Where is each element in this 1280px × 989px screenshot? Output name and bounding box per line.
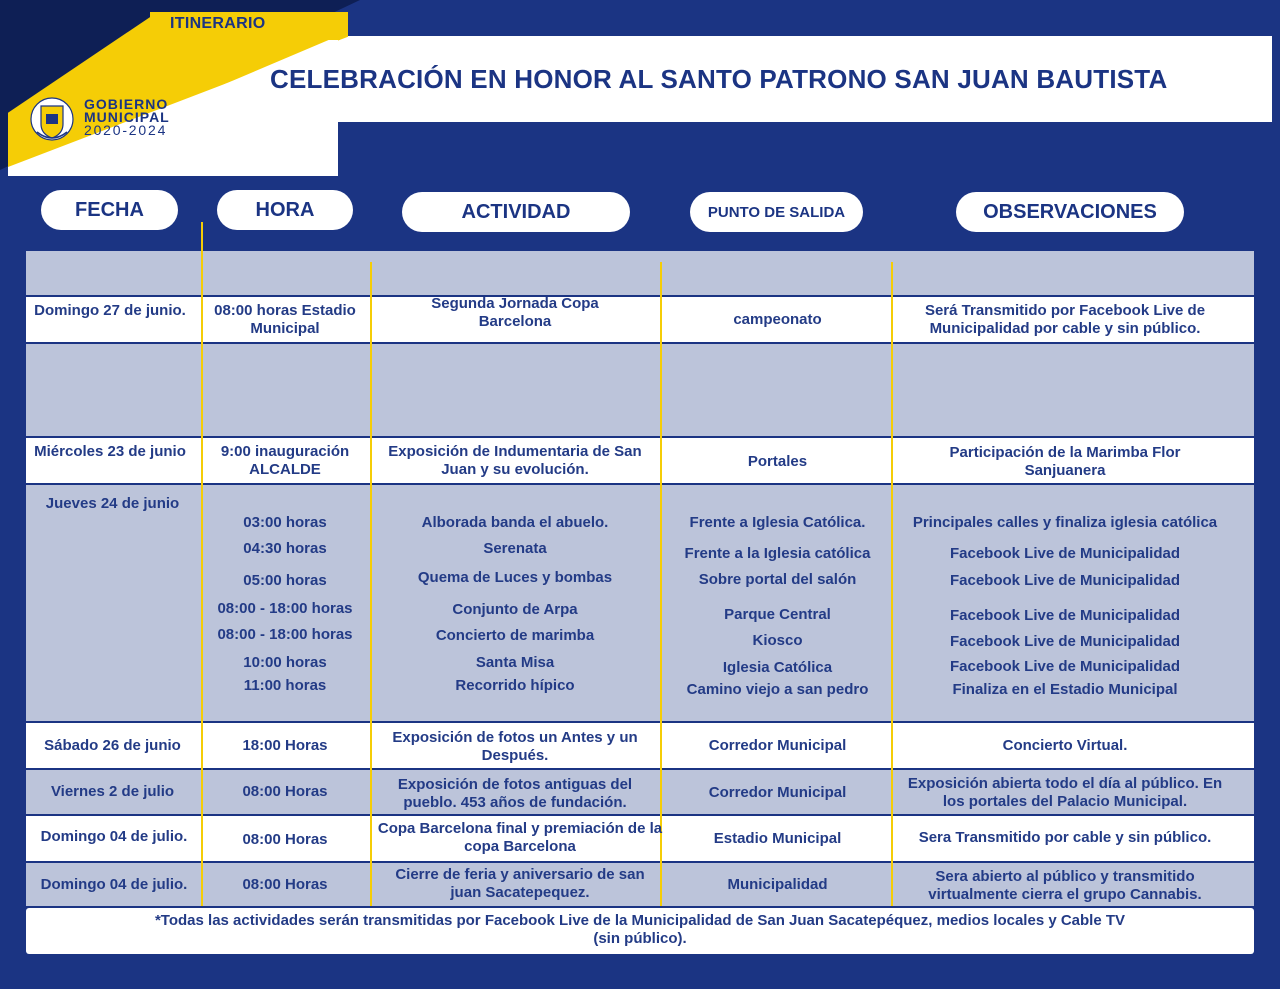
cell-observaciones: Exposición abierta todo el día al público. En los portales del Palacio Municipal.	[907, 775, 1223, 810]
cell-punto: Sobre portal del salón	[698, 571, 857, 588]
cell-fecha: Domingo 27 de junio.	[34, 302, 186, 319]
municipal-seal-icon	[30, 92, 74, 146]
cell-actividad: Conjunto de Arpa	[452, 601, 578, 618]
cell-observaciones: Concierto Virtual.	[1002, 737, 1128, 754]
cell-hora: 18:00 Horas	[242, 737, 328, 754]
cell-punto: Portales	[747, 453, 808, 470]
cell-actividad: Exposición de fotos un Antes y un Después.	[392, 729, 638, 764]
cell-punto: Parque Central	[724, 606, 831, 623]
cell-hora: 08:00 horas Estadio Municipal	[214, 302, 356, 337]
cell-hora: 04:30 horas	[243, 540, 327, 557]
gov-line2: MUNICIPAL	[84, 109, 170, 125]
cell-fecha: Jueves 24 de junio	[45, 495, 180, 512]
gov-line1: GOBIERNO	[84, 96, 169, 112]
cell-hora: 08:00 Horas	[242, 876, 328, 893]
cell-actividad: Segunda Jornada Copa Barcelona	[431, 295, 599, 330]
cell-observaciones: Facebook Live de Municipalidad	[949, 633, 1181, 650]
cell-hora: 08:00 Horas	[242, 783, 328, 800]
column-divider	[660, 262, 662, 906]
cell-actividad: Exposición de Indumentaria de San Juan y su evolución.	[388, 443, 642, 478]
column-divider	[370, 262, 372, 906]
itinerary-label: ITINERARIO	[170, 15, 266, 32]
cell-observaciones: Principales calles y finaliza iglesia católica	[912, 514, 1218, 531]
cell-observaciones: Participación de la Marimba Flor Sanjuanera	[949, 444, 1181, 479]
municipal-logo	[30, 92, 190, 152]
cell-punto: Frente a Iglesia Católica.	[689, 514, 866, 531]
government-label	[84, 98, 170, 137]
cell-actividad: Alborada banda el abuelo.	[421, 514, 609, 531]
cell-observaciones: Sera Transmitido por cable y sin público.	[918, 829, 1212, 846]
footer-note: *Todas las actividades serán transmitidas por Facebook Live de la Municipalidad de San Juan Sacatepéquez, medios locales y Cable TV (sin público).	[154, 912, 1126, 947]
cell-hora: 10:00 horas	[243, 654, 327, 671]
cell-fecha: Domingo 04 de julio.	[40, 828, 188, 845]
cell-fecha: Viernes 2 de julio	[50, 783, 175, 800]
cell-fecha: Miércoles 23 de junio	[34, 443, 186, 460]
cell-actividad: Concierto de marimba	[435, 627, 595, 644]
cell-observaciones: Facebook Live de Municipalidad	[949, 607, 1181, 624]
cell-punto: Corredor Municipal	[708, 737, 847, 754]
cell-actividad: Cierre de feria y aniversario de san juan Sacatepequez.	[395, 866, 645, 901]
cell-hora: 03:00 horas	[243, 514, 327, 531]
cell-observaciones: Finaliza en el Estadio Municipal	[952, 681, 1178, 698]
col-header-actividad: ACTIVIDAD	[402, 192, 630, 232]
cell-fecha: Domingo 04 de julio.	[40, 876, 188, 893]
cell-actividad: Recorrido hípico	[455, 677, 575, 694]
table-row-spacer	[26, 344, 1254, 436]
col-header-hora: HORA	[217, 190, 353, 230]
cell-punto: Frente a la Iglesia católica	[684, 545, 871, 562]
col-header-punto-salida: PUNTO DE SALIDA	[690, 192, 863, 232]
cell-observaciones: Sera abierto al público y transmitido virtualmente cierra el grupo Cannabis.	[928, 868, 1202, 903]
col-header-fecha: FECHA	[41, 190, 178, 230]
column-divider	[201, 222, 203, 906]
cell-actividad: Exposición de fotos antiguas del pueblo. 453 años de fundación.	[397, 776, 633, 811]
cell-hora: 08:00 - 18:00 horas	[217, 626, 353, 643]
col-header-observaciones: OBSERVACIONES	[956, 192, 1184, 232]
cell-punto: Estadio Municipal	[713, 830, 842, 847]
cell-observaciones: Facebook Live de Municipalidad	[949, 658, 1181, 675]
cell-punto: Corredor Municipal	[708, 784, 847, 801]
cell-observaciones: Será Transmitido por Facebook Live de Municipalidad por cable y sin público.	[924, 302, 1206, 337]
cell-hora: 9:00 inauguración ALCALDE	[220, 443, 350, 478]
cell-punto: Camino viejo a san pedro	[686, 681, 869, 698]
cell-actividad: Quema de Luces y bombas	[417, 569, 613, 586]
cell-fecha: Sábado 26 de junio	[44, 737, 181, 754]
cell-hora: 08:00 Horas	[242, 831, 328, 848]
page-title: CELEBRACIÓN EN HONOR AL SANTO PATRONO SAN JUAN BAUTISTA	[270, 64, 1168, 94]
table-row-spacer	[26, 251, 1254, 295]
cell-punto: Kiosco	[752, 632, 803, 649]
cell-actividad: Santa Misa	[475, 654, 555, 671]
cell-actividad: Serenata	[483, 540, 547, 557]
cell-punto: Iglesia Católica	[722, 659, 833, 676]
cell-observaciones: Facebook Live de Municipalidad	[949, 545, 1181, 562]
cell-observaciones: Facebook Live de Municipalidad	[949, 572, 1181, 589]
cell-hora: 11:00 horas	[243, 677, 327, 694]
cell-punto: Municipalidad	[727, 876, 828, 893]
gov-years: 2020-2024	[84, 122, 168, 138]
cell-punto: campeonato	[733, 311, 822, 328]
cell-hora: 05:00 horas	[243, 572, 327, 589]
cell-actividad: Copa Barcelona final y premiación de la copa Barcelona	[377, 820, 663, 855]
column-divider	[891, 262, 893, 906]
cell-hora: 08:00 - 18:00 horas	[217, 600, 353, 617]
